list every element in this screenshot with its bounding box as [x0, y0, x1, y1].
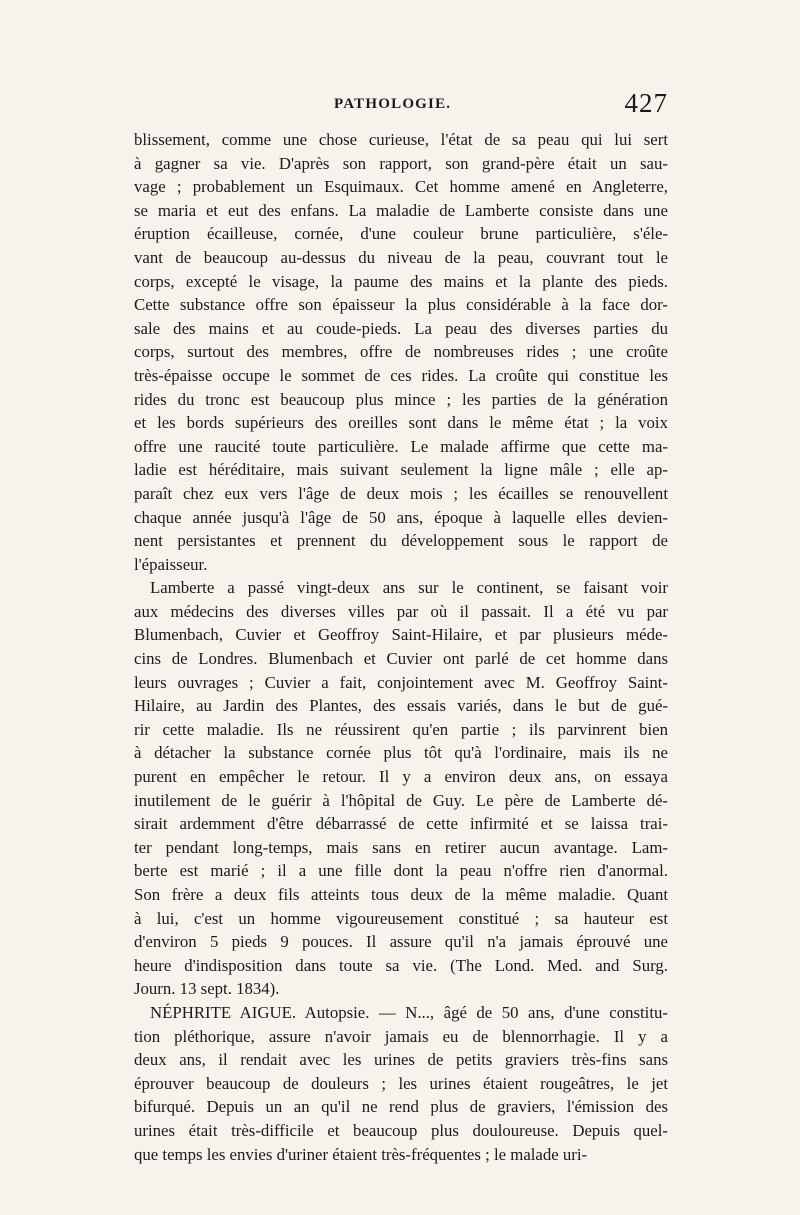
text-line: offre une raucité toute particulière. Le malade affirme que cette ma- [134, 436, 668, 456]
text-line: sirait ardemment d'être débarrassé de cette infirmité et se laissa trai- [134, 814, 668, 834]
text-line: ladie est héréditaire, mais suivant seulement la ligne mâle ; elle ap- [134, 460, 668, 480]
text-line: paraît chez eux vers l'âge de deux mois ; les écailles se renouvellent [134, 483, 668, 503]
text-line: éprouver beaucoup de douleurs ; les urines étaient rougeâtres, le jet [134, 1073, 668, 1093]
text-line: cins de Londres. Blumenbach et Cuvier ont parlé de cet homme dans [134, 649, 668, 669]
text-line: à lui, c'est un homme vigoureusement constitué ; sa hauteur est [134, 908, 668, 928]
text-line: éruption écailleuse, cornée, d'une couleur brune particulière, s'éle- [134, 224, 668, 244]
text-line: rides du tronc est beaucoup plus mince ; les parties de la génération [134, 389, 668, 409]
text-line: que temps les envies d'uriner étaient très-fréquentes ; le malade uri- [134, 1144, 588, 1164]
text-line: Hilaire, au Jardin des Plantes, des essais variés, dans le but de gué- [134, 696, 668, 716]
text-line: blissement, comme une chose curieuse, l'état de sa peau qui lui sert [134, 130, 668, 149]
text-line: leurs ouvrages ; Cuvier a fait, conjointement avec M. Geoffroy Saint- [134, 672, 668, 692]
text-line: corps, excepté le visage, la paume des mains et la plante des pieds. [134, 271, 668, 291]
text-line: corps, surtout des membres, offre de nombreuses rides ; une croûte [134, 342, 668, 362]
text-line: sale des mains et au coude-pieds. La peau des diverses parties du [134, 318, 668, 338]
text-line: vage ; probablement un Esquimaux. Cet homme amené en Angleterre, [134, 177, 668, 197]
page-number: 427 [624, 88, 668, 118]
text-line: très-épaisse occupe le sommet de ces rides. La croûte qui constitue les [134, 365, 668, 385]
paragraph-lamberte-description [134, 128, 668, 576]
text-line: l'épaisseur. [134, 554, 208, 574]
paragraph-lamberte-history [134, 576, 668, 1001]
text-line: heure d'indisposition dans toute sa vie. (The Lond. Med. and Surg. [134, 955, 668, 975]
text-line: Blumenbach, Cuvier et Geoffroy Saint-Hilaire, et par plusieurs méde- [134, 625, 668, 645]
text-line: se maria et eut des enfans. La maladie de Lamberte consiste dans une [134, 200, 668, 220]
text-line: inutilement de le guérir à l'hôpital de Guy. Le père de Lamberte dé- [134, 790, 668, 810]
text-line: deux ans, il rendait avec les urines de petits graviers très-fins sans [134, 1050, 668, 1070]
text-line: Journ. 13 sept. 1834). [134, 979, 280, 999]
text-line: berte est marié ; il a une fille dont la peau n'offre rien d'anormal. [134, 861, 668, 881]
text-line: d'environ 5 pieds 9 pouces. Il assure qu'il n'a jamais éprouvé une [134, 932, 668, 952]
text-line: à détacher la substance cornée plus tôt qu'à l'ordinaire, mais ils ne [134, 743, 668, 763]
text-line: NÉPHRITE AIGUE. Autopsie. — N..., âgé de 50 ans, d'une constitu- [150, 1002, 668, 1022]
text-line: bifurqué. Depuis un an qu'il ne rend plus de graviers, l'émission des [134, 1097, 668, 1117]
running-title: PATHOLOGIE. [334, 96, 452, 112]
text-line: vant de beaucoup au-dessus du niveau de la peau, couvrant tout le [134, 247, 668, 267]
text-line: Son frère a deux fils atteints tous deux de la même maladie. Quant [134, 885, 668, 904]
body-text [134, 128, 668, 1166]
text-line: ter pendant long-temps, mais sans en retirer aucun avantage. Lam- [134, 837, 668, 857]
text-line: aux médecins des diverses villes par où il passait. Il a été vu par [134, 601, 668, 621]
text-line: urines était très-difficile et beaucoup plus douloureuse. Depuis quel- [134, 1120, 668, 1140]
text-line: nent persistantes et prennent du développement sous le rapport de [134, 531, 668, 551]
paragraph-nephrite-aigue [134, 1001, 668, 1166]
text-line: à gagner sa vie. D'après son rapport, son grand-père était un sau- [134, 153, 668, 173]
text-line: tion pléthorique, assure n'avoir jamais eu de blennorrhagie. Il y a [134, 1026, 668, 1046]
text-line: Cette substance offre son épaisseur la plus considérable à la face dor- [134, 295, 668, 315]
page-header [134, 88, 668, 124]
text-line: rir cette maladie. Ils ne réussirent qu'en partie ; ils parvinrent bien [134, 719, 668, 739]
text-line: chaque année jusqu'à l'âge de 50 ans, époque à laquelle elles devien- [134, 507, 668, 527]
text-line: Lamberte a passé vingt-deux ans sur le continent, se faisant voir [150, 578, 668, 598]
text-line: et les bords supérieurs des oreilles sont dans le même état ; la voix [134, 413, 668, 433]
text-line: purent en empêcher le retour. Il y a environ deux ans, on essaya [134, 767, 668, 787]
